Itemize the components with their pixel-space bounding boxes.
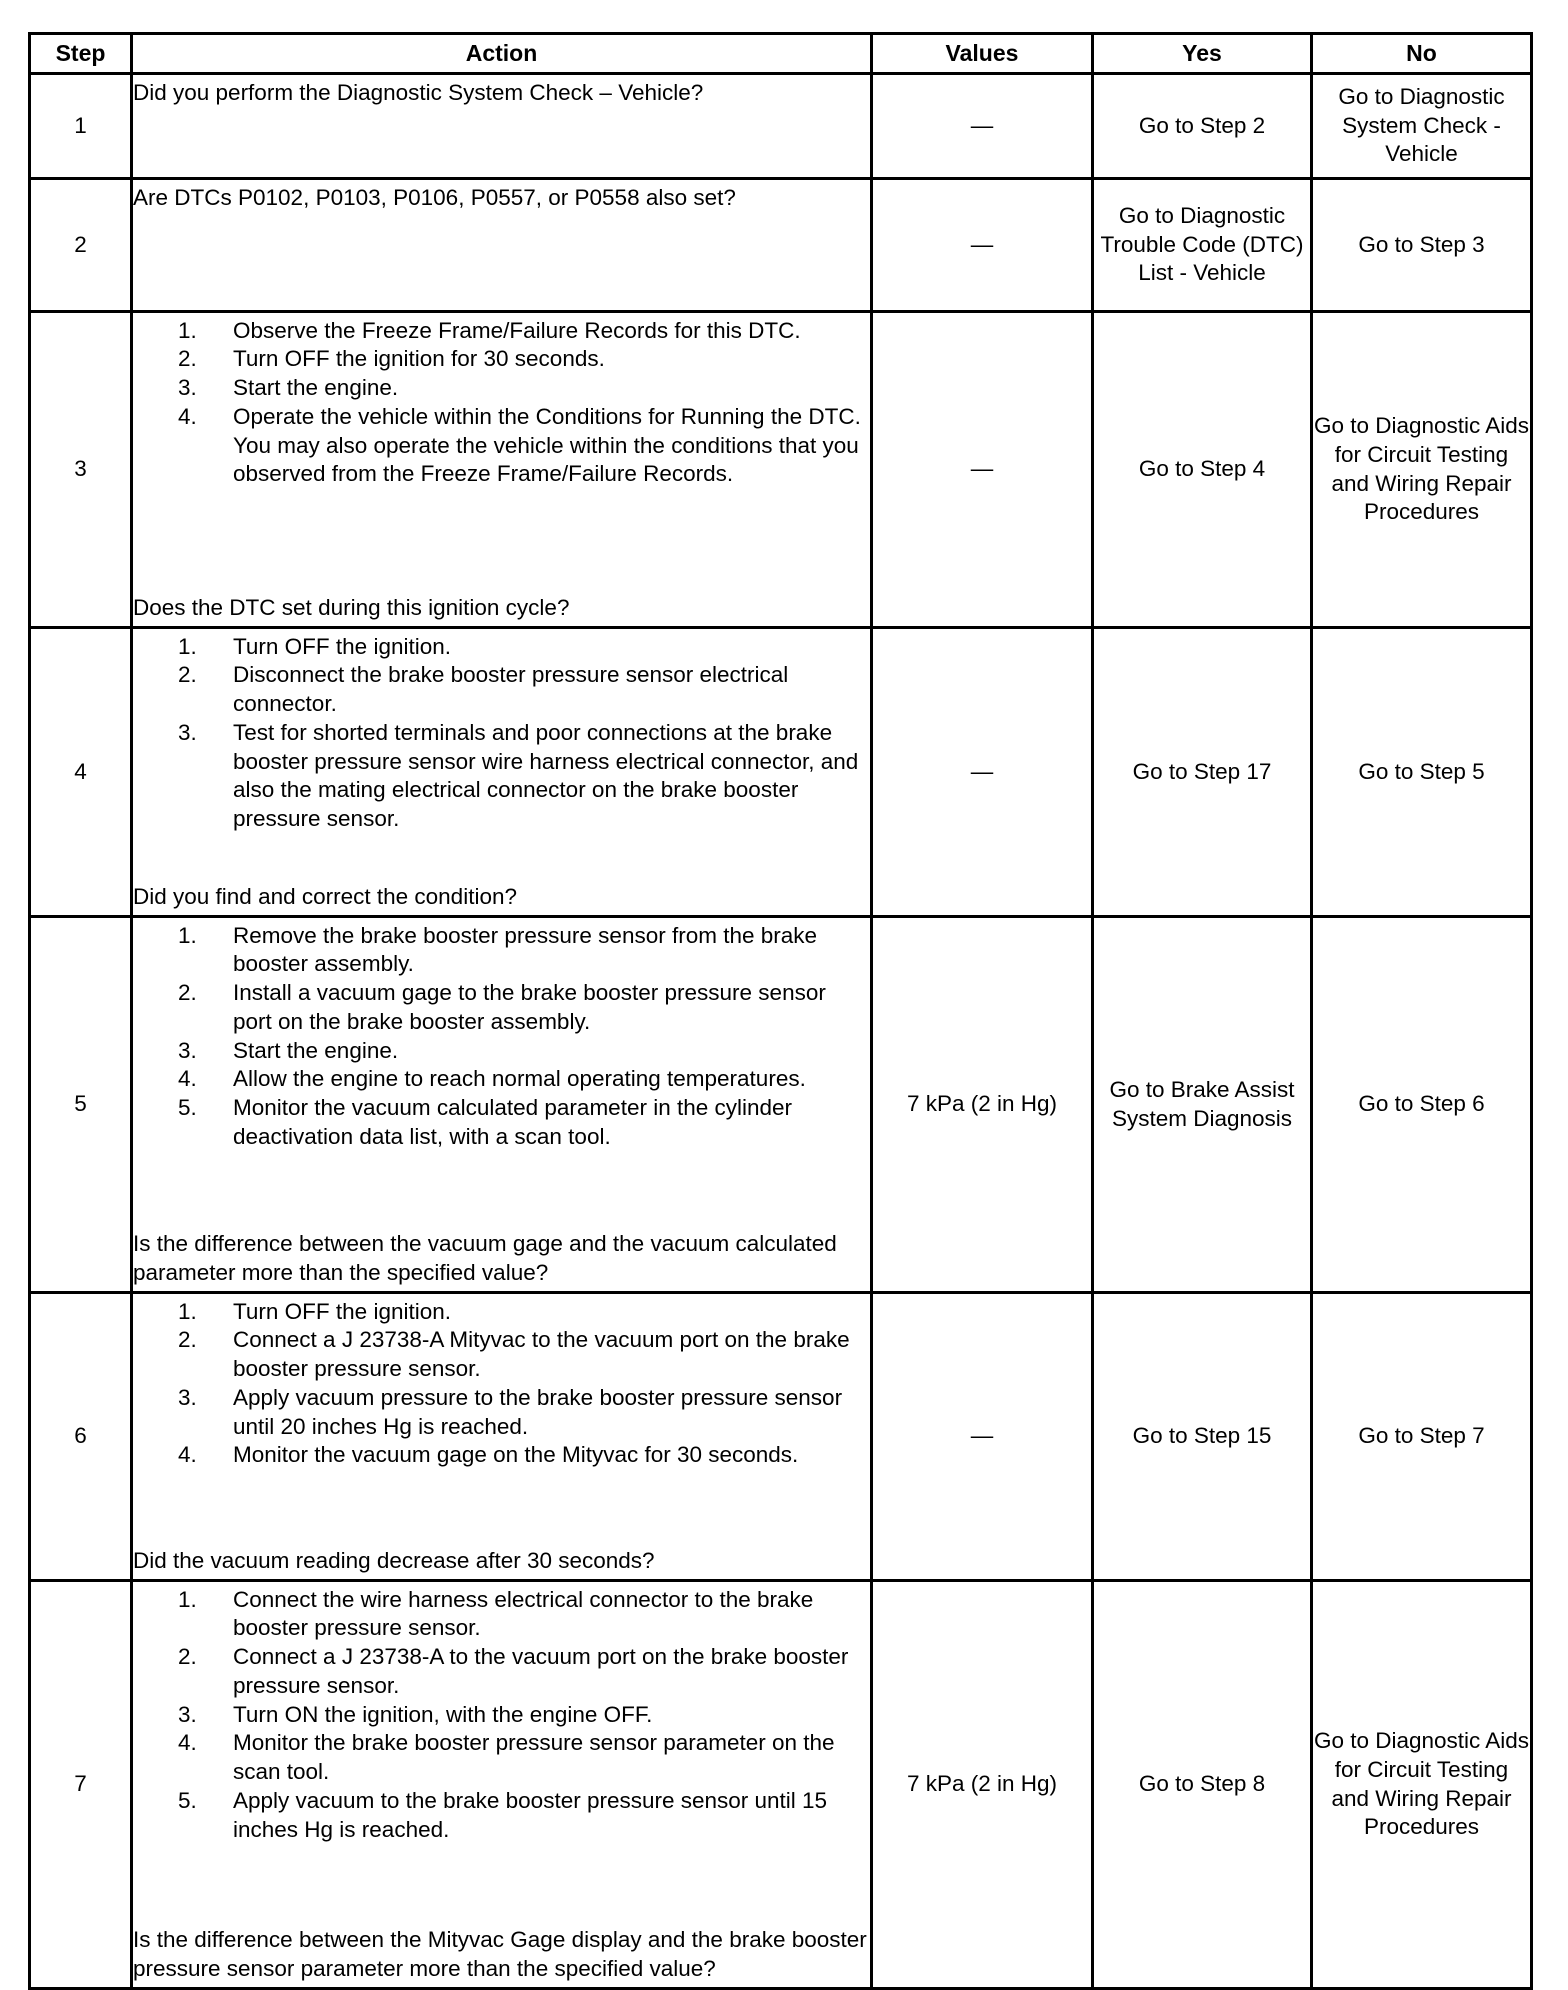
list-item-text: Apply vacuum pressure to the brake booster pressure sensor until 20 inches Hg is reached. [233, 1384, 843, 1439]
list-item-number: 3. [178, 1701, 197, 1727]
list-item-number: 4. [178, 403, 197, 429]
value-text: — [970, 456, 994, 482]
list-item-text: Install a vacuum gage to the brake booster pressure sensor port on the brake booster assembly. [233, 980, 826, 1034]
action-question: Is the difference between the Mityvac Gage display and the brake booster pressure sensor parameter more than the specified value? [133, 1926, 867, 1981]
list-item-number: 2. [178, 1327, 197, 1353]
value-text: — [970, 1423, 994, 1449]
action-steps-list [133, 317, 870, 490]
table-row [30, 917, 1532, 1293]
action-cell [132, 628, 872, 917]
list-item [133, 1298, 870, 1327]
table-row [30, 312, 1532, 628]
list-item-number: 2. [178, 662, 197, 688]
list-item-number: 2. [178, 1644, 197, 1670]
list-item-text: Connect the wire harness electrical connector to the brake booster pressure sensor. [233, 1586, 814, 1641]
header-no: No [1312, 34, 1532, 74]
yes-action: Go to Step 2 [1093, 74, 1312, 179]
no-action: Go to Diagnostic Aids for Circuit Testing and Wiring Repair Procedures [1312, 312, 1532, 628]
list-item-number: 3. [178, 1384, 197, 1410]
list-item-number: 2. [178, 346, 197, 372]
list-item [133, 1326, 870, 1384]
list-item [133, 1094, 870, 1152]
header-step: Step [30, 34, 132, 74]
action-cell [132, 179, 872, 312]
list-item [133, 633, 870, 662]
values-cell [872, 312, 1093, 628]
list-item-text: Operate the vehicle within the Conditions for Running the DTC. You may also operate the vehicle within the conditions that you observed from the Freeze Frame/Failure Records. [233, 403, 861, 487]
list-item-number: 1. [178, 1586, 197, 1612]
action-question: Did you perform the Diagnostic System Check – Vehicle? [133, 79, 704, 105]
list-item-number: 1. [178, 922, 197, 948]
no-action: Go to Diagnostic Aids for Circuit Testing and Wiring Repair Procedures [1312, 1581, 1532, 1989]
list-item-text: Monitor the vacuum gage on the Mityvac for 30 seconds. [233, 1442, 799, 1468]
action-cell [132, 1293, 872, 1581]
action-steps-list [133, 922, 870, 1152]
list-item-text: Disconnect the brake booster pressure sensor electrical connector. [233, 662, 789, 717]
values-cell [872, 917, 1093, 1293]
yes-action: Go to Step 17 [1093, 628, 1312, 917]
list-item-text: Connect a J 23738-A to the vacuum port on the brake booster pressure sensor. [233, 1644, 849, 1698]
diagnostic-table [28, 32, 1533, 1990]
header-yes: Yes [1093, 34, 1312, 74]
action-question: Does the DTC set during this ignition cycle? [133, 594, 570, 620]
no-action: Go to Step 3 [1312, 179, 1532, 312]
list-item-number: 2. [178, 980, 197, 1006]
action-content [133, 317, 870, 623]
table-row [30, 1581, 1532, 1989]
value-text: 7 kPa (2 in Hg) [906, 1771, 1058, 1797]
table-row [30, 74, 1532, 179]
list-item [133, 1643, 870, 1701]
table-body [30, 74, 1532, 1989]
list-item [133, 317, 870, 346]
list-item-text: Monitor the brake booster pressure sensor parameter on the scan tool. [233, 1730, 835, 1785]
no-action: Go to Step 5 [1312, 628, 1532, 917]
list-item [133, 374, 870, 403]
value-text: — [970, 112, 994, 138]
value-text: 7 kPa (2 in Hg) [906, 1091, 1058, 1117]
values-cell [872, 628, 1093, 917]
list-item-text: Start the engine. [233, 1037, 399, 1063]
list-item-text: Test for shorted terminals and poor connections at the brake booster pressure sensor wire harness electrical connector, and also the mating electrical connector on the brake booster pressure sensor. [233, 719, 859, 832]
action-steps-list [133, 1298, 870, 1471]
list-item [133, 1701, 870, 1730]
list-item-number: 5. [178, 1788, 197, 1814]
yes-action: Go to Diagnostic Trouble Code (DTC) List - Vehicle [1093, 179, 1312, 312]
no-action: Go to Step 6 [1312, 917, 1532, 1293]
list-item-text: Turn OFF the ignition for 30 seconds. [233, 346, 605, 372]
list-item [133, 979, 870, 1037]
list-item [133, 345, 870, 374]
action-question: Did the vacuum reading decrease after 30 seconds? [133, 1547, 655, 1573]
value-text: — [970, 758, 994, 784]
values-cell [872, 179, 1093, 312]
list-item-text: Turn OFF the ignition. [233, 633, 452, 659]
list-item [133, 1037, 870, 1066]
step-number: 6 [30, 1293, 132, 1581]
list-item-number: 3. [178, 375, 197, 401]
header-row [30, 34, 1532, 74]
list-item [133, 1441, 870, 1470]
list-item [133, 661, 870, 719]
action-content [133, 922, 870, 1288]
list-item [133, 403, 870, 489]
list-item-text: Turn ON the ignition, with the engine OFF. [233, 1701, 653, 1727]
list-item [133, 922, 870, 980]
list-item-text: Remove the brake booster pressure sensor from the brake booster assembly. [233, 922, 818, 977]
list-item-number: 4. [178, 1066, 197, 1092]
list-item-text: Start the engine. [233, 375, 399, 401]
no-action: Go to Diagnostic System Check - Vehicle [1312, 74, 1532, 179]
header-values: Values [872, 34, 1093, 74]
yes-action: Go to Step 8 [1093, 1581, 1312, 1989]
list-item-number: 1. [178, 317, 197, 343]
list-item [133, 1586, 870, 1644]
values-cell [872, 74, 1093, 179]
list-item-text: Turn OFF the ignition. [233, 1298, 452, 1324]
step-number: 3 [30, 312, 132, 628]
list-item-number: 3. [178, 719, 197, 745]
list-item-number: 5. [178, 1095, 197, 1121]
values-cell [872, 1581, 1093, 1989]
action-cell [132, 312, 872, 628]
step-number: 7 [30, 1581, 132, 1989]
list-item-text: Connect a J 23738-A Mityvac to the vacuum port on the brake booster pressure sensor. [233, 1327, 850, 1382]
header-action: Action [132, 34, 872, 74]
step-number: 2 [30, 179, 132, 312]
list-item-number: 4. [178, 1730, 197, 1756]
yes-action: Go to Brake Assist System Diagnosis [1093, 917, 1312, 1293]
list-item-text: Observe the Freeze Frame/Failure Records for this DTC. [233, 317, 801, 343]
table-row [30, 1293, 1532, 1581]
action-cell [132, 1581, 872, 1989]
action-content [133, 1586, 870, 1984]
action-content [133, 184, 870, 307]
action-steps-list [133, 633, 870, 835]
list-item-number: 1. [178, 633, 197, 659]
list-item-text: Allow the engine to reach normal operating temperatures. [233, 1066, 806, 1092]
list-item [133, 1065, 870, 1094]
list-item [133, 1384, 870, 1442]
yes-action: Go to Step 15 [1093, 1293, 1312, 1581]
list-item [133, 719, 870, 834]
values-cell [872, 1293, 1093, 1581]
action-content [133, 1298, 870, 1576]
list-item-number: 1. [178, 1298, 197, 1324]
action-content [133, 633, 870, 912]
action-question: Is the difference between the vacuum gage and the vacuum calculated parameter more than the specified value? [133, 1230, 837, 1285]
yes-action: Go to Step 4 [1093, 312, 1312, 628]
action-cell [132, 917, 872, 1293]
step-number: 5 [30, 917, 132, 1293]
table-row [30, 628, 1532, 917]
list-item-number: 3. [178, 1037, 197, 1063]
no-action: Go to Step 7 [1312, 1293, 1532, 1581]
action-cell [132, 74, 872, 179]
list-item-text: Monitor the vacuum calculated parameter in the cylinder deactivation data list, with a scan tool. [233, 1095, 793, 1150]
list-item-number: 4. [178, 1442, 197, 1468]
step-number: 1 [30, 74, 132, 179]
action-steps-list [133, 1586, 870, 1845]
list-item [133, 1787, 870, 1845]
action-question: Did you find and correct the condition? [133, 883, 517, 909]
step-number: 4 [30, 628, 132, 917]
list-item-text: Apply vacuum to the brake booster pressure sensor until 15 inches Hg is reached. [233, 1788, 828, 1842]
action-content [133, 79, 870, 174]
action-question: Are DTCs P0102, P0103, P0106, P0557, or P0558 also set? [133, 184, 736, 210]
list-item [133, 1729, 870, 1787]
value-text: — [970, 231, 994, 257]
table-row [30, 179, 1532, 312]
